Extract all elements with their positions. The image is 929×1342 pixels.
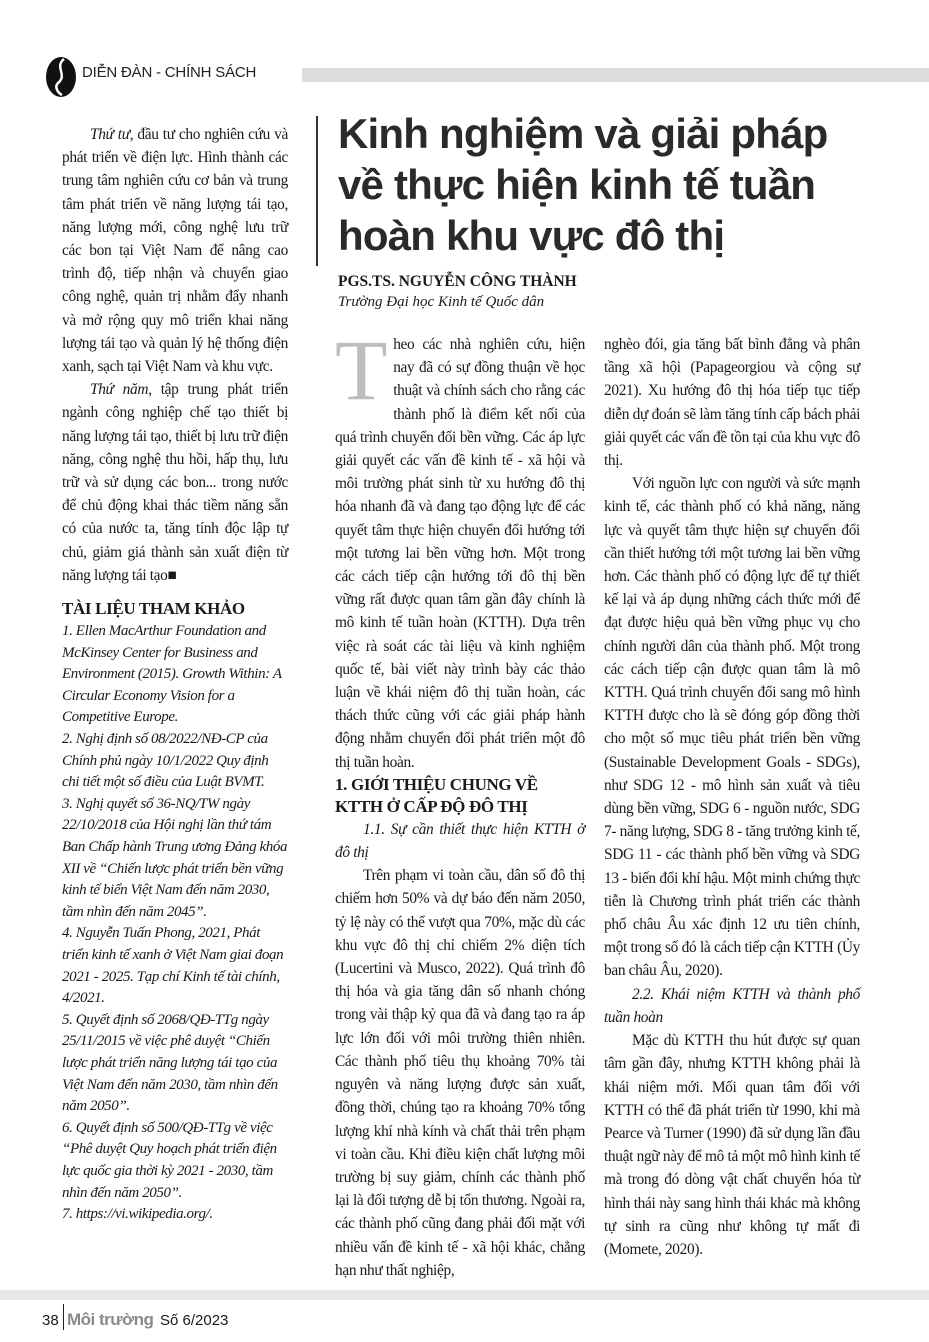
paragraph-text: heo các nhà nghiên cứu, hiện nay đã có sự đồng thuận về học thuật và chính sách cho rằng các thành phố là điểm kết nối của quá trình chuyển đổi bền vững. Các áp lực giải quyết các vấn đề kinh tế - xã hội và môi trường phát sinh từ xu hướng đô thị hóa nhanh đã và đang tạo động lực để các quyết tâm thực hiện chuyển đổi hướng tới một tương lai bền vững hơn. Một trong các cách tiếp cận hướng tới đô thị bền vững rất được quan tâm gần đây chính là mô kinh tế tuần hoàn (KTTH). Dựa trên việc rà soát các tài liệu và kinh nghiệm quốc tế, bài viết này trình bày các thảo luận về khái niệm đô thị tuần hoàn, các thách thức cũng với các giải pháp hành động nhằm chuyển đổi phát triển một đô thị tuần hoàn. [335,336,585,771]
reference-item: 1. Ellen MacArthur Foundation and McKinsey Center for Business and Environment (2015). Growth Within: A Circular Economy Vision for a Competitive Europe. [62,623,282,726]
page-number: 38 [42,1312,59,1329]
magazine-logo-icon [44,55,78,99]
section-label: DIỄN ĐÀN - CHÍNH SÁCH [82,64,257,81]
drop-cap: T [335,322,388,418]
paragraph: Trên phạm vi toàn cầu, dân số đô thị chiếm hơn 50% và dự báo đến năm 2050, tỷ lệ này có thể vượt qua 70%, mặc dù các khu vực đô thị chỉ chiếm 2% diện tích (Lucertini và Musco, 2022). Quá trình đô thị hóa và gia tăng dân số nhanh chóng trong vài thập kỷ qua đã và đang tạo ra áp lực lớn đối với môi trường thiên nhiên. Các thành phố tiêu thụ khoảng 70% tài nguyên và năng lượng được sản xuất, đồng thời, chúng tạo ra khoảng 70% tổng lượng khí nhà kính và chất thải trên phạm vi toàn cầu. Khi điều kiện chất lượng môi trường bị suy giảm, chính các thành phố lại là đối tượng dễ bị tổn thương. Ngoài ra, các thành phố cũng đang phải đối mặt với nhiều vấn đề kinh tế - xã hội khác, chẳng hạn như thất nghiệp, [335,867,585,1279]
paragraph: Mặc dù KTTH thu hút được sự quan tâm gần đây, nhưng KTTH không phải là khái niệm mới. Mối quan tâm đối với KTTH có thể đã phát triển từ 1990, khi mà Pearce và Turner (1990) đã sử dụng lần đầu thuật ngữ này để mô tả một mô hình kinh tế mà trong đó dòng vật chất chuyển hóa từ hình thái này sang hình thái khác mà không tự sinh ra cũng như không tự mất đi (Momete, 2020). [604,1032,860,1258]
end-mark-icon: ■ [167,566,177,584]
reference-link[interactable]: 7. https://vi.wikipedia.org/. [62,1206,213,1223]
subsection-heading: 2.2. Khái niệm KTTH và thành phố tuần hoàn [604,985,860,1026]
reference-item: 3. Nghị quyết số 36-NQ/TW ngày 22/10/2018 của Hội nghị lần thứ tám Ban Chấp hành Trung ương Đảng khóa XII về “Chiến lược phát triển bền vững kinh tế biển Việt Nam đến năm 2030, tầm nhìn đến năm 2045”. [62,795,288,920]
reference-item: 2. Nghị định số 08/2022/NĐ-CP của Chính phủ ngày 10/1/2022 Quy định chi tiết một số điều của Luật BVMT. [62,731,269,791]
paragraph [62,378,288,587]
article-title: Kinh nghiệm và giải pháp về thực hiện kinh tế tuần hoàn khu vực đô thị [338,110,828,259]
paragraph-lead: Thứ tư, [90,126,134,143]
middle-column [335,322,585,1282]
footer-bar [0,1290,929,1300]
magazine-name: Môi trường [67,1310,154,1329]
subsection-heading: 1.1. Sự cần thiết thực hiện KTTH ở đô thị [335,820,585,862]
left-column [62,123,288,1226]
right-column [604,333,860,1261]
author-affiliation: Trường Đại học Kinh tế Quốc dân [338,294,545,310]
paragraph: nghèo đói, gia tăng bất bình đẳng và phân tầng xã hội (Papageorgiou và cộng sự 2021). Xu hướng đô thị hóa tiếp tục tiếp diễn dự đoán sẽ làm tăng tính cấp bách phải giải quyết các vấn đề tồn tại của khu vực đô thị. [604,336,860,470]
intro-paragraph [335,322,585,774]
section-heading: 1. GIỚI THIỆU CHUNG VỀ KTTH Ở CẤP ĐỘ ĐÔ THỊ [335,774,538,816]
footer-divider [63,1304,64,1330]
issue-number: Số 6/2023 [160,1312,229,1329]
reference-item: 5. Quyết định số 2068/QĐ-TTg ngày 25/11/2015 về việc phê duyệt “Chiến lược phát triển năng lượng tái tạo của Việt Nam đến năm 2030, tầm nhìn đến năm 2050”. [62,1011,278,1115]
paragraph-text: tập trung phát triển ngành công nghiệp chế tạo thiết bị năng lượng tái tạo, thiết bị lưu trữ điện năng, công nghệ thu hồi, hấp thụ, lưu trữ và sử dụng các bon... trong nước để chủ động khai thác tiềm năng sẵn có của nước ta, tăng tính độc lập tự chủ, giảm giá thành sản xuất điện từ năng lượng tái tạo [62,381,288,584]
paragraph [62,123,288,378]
reference-item: 4. Nguyễn Tuấn Phong, 2021, Phát triển kinh tế xanh ở Việt Nam giai đoạn 2021 - 2025. Tạp chí Kinh tế tài chính, 4/2021. [62,925,284,1007]
title-divider [316,116,318,266]
references-list [62,621,288,1226]
paragraph: Với nguồn lực con người và sức mạnh kinh tế, các thành phố có khả năng, năng lực và quyết tâm thực hiện sự chuyển đổi cần thiết hướng tới một tương lai bền vững hơn. Các thành phố có động lực để tự thiết kế lại và áp dụng những cách thức mới để đạt được hiệu quả bền vững phục vụ cho chính người dân của thành phố. Một trong các cách tiếp cận được quan tâm là mô KTTH. Quá trình chuyển đổi sang mô hình KTTH được cho là sẽ đóng góp đồng thời cho một số mục tiêu phát triển bền vững (Sustainable Development Goals - SDGs), như SDG 12 - mô hình sản xuất và tiêu dùng bền vững, SDG 6 - nguồn nước, SDG 7- năng lượng, SDG 8 - tăng trưởng kinh tế, SDG 11 - các thành phố bền vững và SDG 13 - biến đổi khí hậu. Một minh chứng thực tiễn là Chương trình phát triển các thành phố châu Âu xác định 12 ưu tiên chính, một trong số đó là cách tiếp cận KTTH (Ủy ban châu Âu, 2020). [604,475,861,980]
paragraph-lead: Thứ năm, [90,381,152,399]
reference-item: 6. Quyết định số 500/QĐ-TTg về việc “Phê duyệt Quy hoạch phát triển điện lực quốc gia thời kỳ 2021 - 2030, tầm nhìn đến năm 2050”. [62,1119,277,1201]
references-heading: TÀI LIỆU THAM KHẢO [62,599,245,619]
header-bar [302,68,929,82]
author-name: PGS.TS. NGUYỄN CÔNG THÀNH [338,273,577,290]
paragraph-text: đầu tư cho nghiên cứu và phát triển về điện lực. Hình thành các trung tâm nghiên cứu cơ bản và trung tâm phát triển về năng lượng tái tạo, năng lượng mới, công nghệ lưu trữ các bon tại Việt Nam để nâng cao trình độ, tiếp nhận và chuyển giao công nghệ, quản trị nhằm đẩy nhanh và mở rộng quy mô triển khai năng lượng tái tạo và quản lý hệ thống điện xanh, sạch tại Việt Nam và khu vực. [62,126,288,376]
